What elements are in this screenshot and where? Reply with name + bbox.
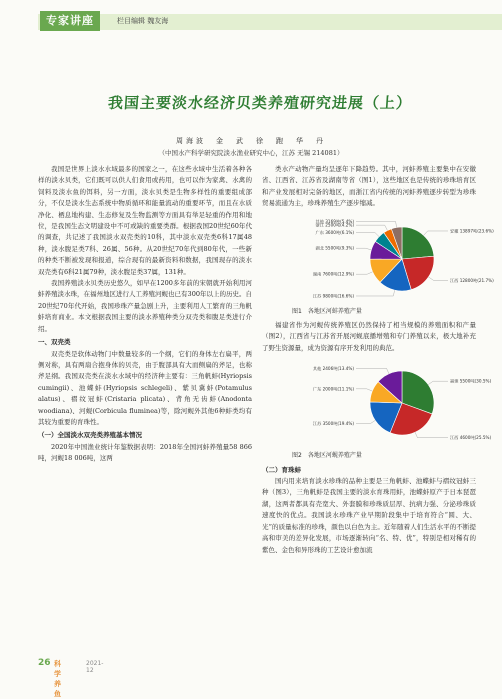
- pie-label: 其他 2406吨(13.4%): [312, 366, 354, 372]
- pie-chart-2: [262, 358, 492, 448]
- paragraph: 国内用来培育淡水珍珠的品种主要是三角帆蚌、池蝶蚌与褶纹冠蚌三种（图3），三角帆蚌是我国主要的淡水育珠用蚌，池蝶蚌原产于日本琵琶湖，这两者都具有壳宽大、外套膜和珍珠质层厚、抗病力强、分泌珍珠质速度快的优点。我国淡水珍珠产业早期阶段集中于培育符合“圆、大、光”的质量标准的珍珠，颜色以白色为主。近年随着人们生活水平的不断提高和审美的差异化发展，市场逐渐转向“名、特、优”，特别是相对稀有的紫色、金色和异形珠的工艺设计愈加流: [262, 477, 476, 554]
- paragraph: 福建省作为河蚬传统养殖区仍然保持了相当规模的养殖面积和产量（图2），江西省与江苏省开展河蚬底播增殖和专门养殖以来，极大地补充了野生资源量，成为资源有序开发利用的典范。: [262, 321, 476, 352]
- figure-1-caption: 图1 各地区河蚌养殖产量: [292, 307, 362, 315]
- header-band: [38, 14, 502, 30]
- pie-label: 浙江 2500吨(4.2%): [315, 222, 354, 228]
- paragraph: 我国养殖淡水贝类历史悠久，如早在1200多年前的宋朝就开始利用河蚌养殖淡水珠，在福州地区进行人工养殖河蚬也已有300年以上的历史。自20世纪70年代开始，我国珍珠产量急剧上升，主要利用人工繁育的三角帆蚌培育商业。本文根据我国主要的淡水养殖种类分双壳类和腹足类进行介绍。: [38, 279, 252, 333]
- article-authors: 周海波 金 武 徐 跑 华 丹: [176, 137, 326, 145]
- pie-leader-line: [356, 290, 395, 296]
- left-column: [38, 164, 252, 465]
- pie-label: 湖北 5500吨(9.3%): [315, 245, 354, 251]
- paragraph: 双壳类是软体动物门中数量较多的一个纲，它们的身体左右扁平，两侧对称，具有两扇合抱身体的贝壳，由于腹部具有大而侧扁的斧足，也称斧足纲。我国双壳类在淡水水域中的经济种主要有：三角帆蚌(Hyriopsis cumingii)、池蝶蚌(Hyriopsis schlegeli)、紫贝冀蚌(Potamulus alatus)、褶纹冠蚌(Cristaria plicata)、背角无齿蚌(Anodonta woodiana)、河蚬(Corbicula fluminea)等，除河蚬外其他6种蚌类均有其较为重要的育珠性。: [38, 349, 252, 426]
- issue-date: 2021-12: [86, 660, 104, 674]
- pie-label: 福建 5500吨(30.5%): [450, 378, 492, 384]
- paragraph: 2020年中国渔业统计年鉴数据表明：2018年全国河蚌养殖量58 866吨，河蚬18 006吨，这两: [38, 442, 252, 463]
- pie-label: 广东 3600吨(6.1%): [315, 229, 354, 235]
- pie-label: 其他 3169吨(5.4%): [315, 218, 354, 224]
- pie-leader-line: [428, 277, 448, 280]
- pie-slice-安徽: [402, 227, 434, 259]
- paragraph: 我国是世界上淡水水域最多的国家之一，在这些水域中生活着各种各样的淡水贝类，它们既可以供人们食用或药用，也可以作为家禽、水禽的饲料及淡水鱼的饵料，另一方面，淡水贝类是生物多样性的重要组成部分，不仅是淡水生态系统中物质循环和能量流动的重要环节，而且在水质净化、栖息地构建、生态修复及生物监测等方面具有举足轻重的作用和地位，是我国生态文明建设中不可或缺的重要类群。根据我国20世纪60年代的调查，共记述了我国淡水双壳类的10科，其中淡水双壳类6科17属48种，淡水腹足类7科、26属、56种。从20世纪70年代到80年代，一些新的种类不断被发现和报道，综合现有的最新资料和数据，我国现存的淡水双壳类有6科21属79种，淡水腹足类37属，131种。: [38, 165, 252, 276]
- pie-leader-line: [415, 432, 448, 437]
- subsection-heading: （二）育珠蚌: [262, 465, 301, 474]
- pie-leader-line: [356, 221, 397, 227]
- article-title: 我国主要淡水经济贝类养殖研究进展（上）: [107, 94, 413, 112]
- pie-label: 江西 4600吨(25.5%): [450, 435, 492, 441]
- magazine-name: 科学养鱼: [54, 660, 61, 698]
- pie-leader-line: [356, 369, 389, 374]
- section-heading: 一、双壳类: [38, 338, 71, 347]
- page-header: [0, 0, 502, 40]
- figure-2-caption: 图2 各地区河蚬养殖产量: [292, 452, 362, 460]
- paragraph: 类水产动物产量均呈逐年下降趋势。其中，河蚌养殖主要集中在安徽省、江西省、江苏省及湖南等省（图1），这些地区也是传统的珍珠培育区和产业发展相对完备的地区，而浙江省内传统的河蚌养殖逐步转型为珍珠贸易流通为主，珍珠养殖生产逐步缩减。: [262, 165, 476, 208]
- pie-leader-line: [356, 421, 375, 424]
- pie-leader-line: [356, 389, 372, 391]
- pie-label: 湖南 7600吨(12.9%): [312, 271, 354, 277]
- pie-label: 江苏 9800吨(16.6%): [312, 293, 354, 299]
- pie-leader-line: [356, 271, 373, 273]
- figure-1-pie: [262, 214, 494, 304]
- pie-leader-line: [356, 225, 387, 230]
- pie-label: 江西 12800吨(21.7%): [450, 277, 494, 283]
- article-affiliation: （中国水产科学研究院淡水渔业研究中心，江苏 无锡 214081）: [158, 149, 344, 157]
- page-number: 26: [38, 658, 51, 668]
- pie-label: 江苏 3500吨(19.4%): [312, 421, 354, 427]
- pie-chart-1: [262, 214, 494, 304]
- pie-leader-line: [424, 231, 448, 235]
- pie-leader-line: [428, 381, 448, 384]
- subsection-heading: （一）全国淡水双壳类养殖基本情况: [38, 431, 142, 440]
- pie-leader-line: [356, 248, 371, 250]
- right-column: [262, 164, 494, 556]
- editor-label: 栏目编辑 魏友海: [117, 17, 169, 25]
- figure-2-pie: [262, 358, 492, 448]
- column-tag: 专家讲座: [40, 11, 100, 31]
- pie-label: 广东 2000吨(11.1%): [312, 386, 354, 392]
- pie-label: 安徽 13897吨(23.6%): [450, 228, 494, 234]
- pie-leader-line: [356, 232, 379, 236]
